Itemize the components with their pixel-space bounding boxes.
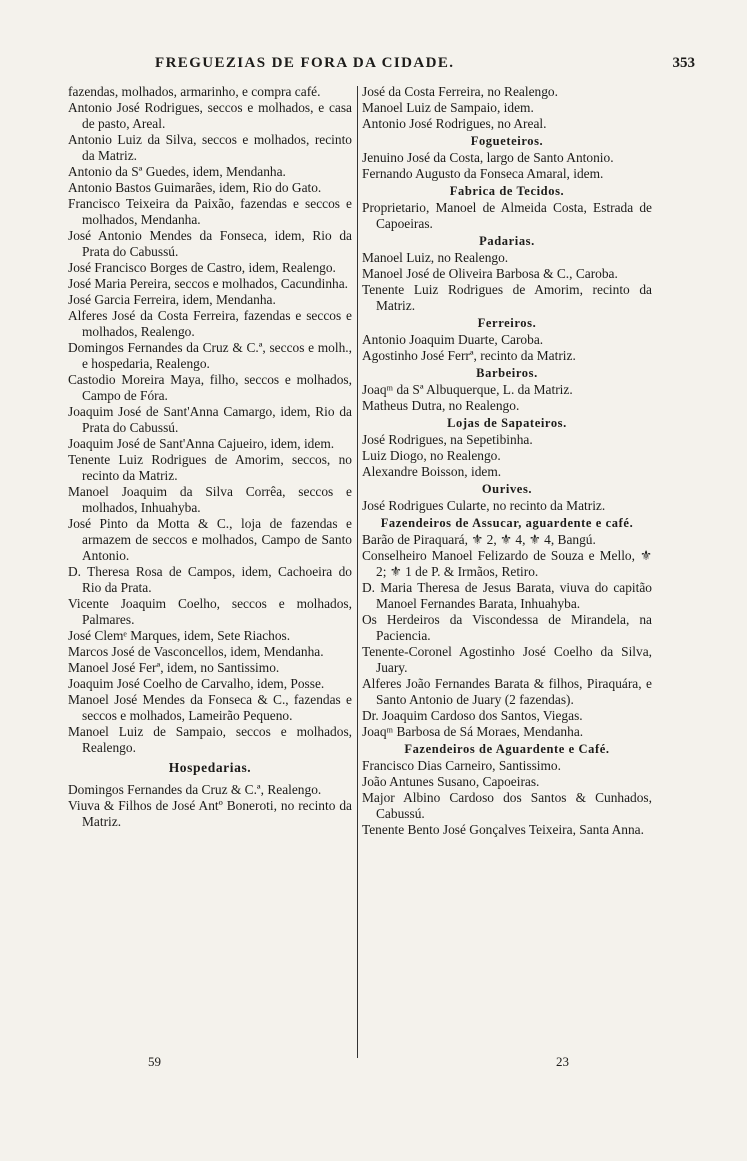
section-heading: Barbeiros. <box>476 366 538 380</box>
directory-entry: Joaqᵐ da Sª Albuquerque, L. da Matriz. <box>362 382 573 397</box>
directory-entry: Antonio Bastos Guimarães, idem, Rio do Gato. <box>68 180 322 195</box>
directory-entry: Manoel José de Oliveira Barbosa & C., Caroba. <box>362 266 618 281</box>
section-heading: Padarias. <box>479 234 535 248</box>
directory-entry: Fernando Augusto da Fonseca Amaral, idem. <box>362 166 604 181</box>
directory-entry: Joaqᵐ Barbosa de Sá Moraes, Mendanha. <box>362 724 584 739</box>
page-header-title: FREGUEZIAS DE FORA DA CIDADE. <box>155 55 455 71</box>
directory-entry: Joaquim José Coelho de Carvalho, idem, Posse. <box>68 676 325 691</box>
directory-entry: Tenente-Coronel Agostinho José Coelho da Silva, Juary. <box>362 644 652 675</box>
directory-entry: Marcos José de Vasconcellos, idem, Mendanha. <box>68 644 324 659</box>
directory-entry: José Pinto da Motta & C., loja de fazendas e armazem de seccos e molhados, Campo de Santo Antonio. <box>68 516 352 563</box>
directory-entry: José Francisco Borges de Castro, idem, Realengo. <box>68 260 336 275</box>
directory-entry: Manoel Luiz de Sampaio, seccos e molhados, Realengo. <box>68 724 352 755</box>
section-heading: Fabrica de Tecidos. <box>449 184 565 198</box>
directory-entry: Alexandre Boisson, idem. <box>362 464 502 479</box>
directory-entry: fazendas, molhados, armarinho, e compra café. <box>68 84 321 99</box>
directory-entry: Matheus Dutra, no Realengo. <box>362 398 520 413</box>
directory-entry: Antonio Luiz da Silva, seccos e molhados, recinto da Matriz. <box>68 132 352 163</box>
directory-entry: Alferes José da Costa Ferreira, fazendas e seccos e molhados, Realengo. <box>68 308 352 339</box>
section-heading: Fazendeiros de Assucar, aguardente e café. <box>380 516 634 530</box>
directory-entry: Os Herdeiros da Viscondessa de Mirandela, na Paciencia. <box>362 612 652 643</box>
directory-entry: Castodio Moreira Maya, filho, seccos e molhados, Campo de Fóra. <box>68 372 352 403</box>
section-heading: Lojas de Sapateiros. <box>447 416 567 430</box>
directory-entry: Antonio da Sª Guedes, idem, Mendanha. <box>68 164 286 179</box>
directory-entry: Manoel Luiz, no Realengo. <box>362 250 509 265</box>
section-heading: Hospedarias. <box>168 760 252 775</box>
directory-entry: Tenente Luiz Rodrigues de Amorim, recinto da Matriz. <box>362 282 652 313</box>
directory-entry: José Maria Pereira, seccos e molhados, Cacundinha. <box>68 276 349 291</box>
directory-entry: Antonio José Rodrigues, no Areal. <box>362 116 547 131</box>
directory-entry: José Rodrigues Cularte, no recinto da Matriz. <box>362 498 606 513</box>
directory-entry: Francisco Teixeira da Paixão, fazendas e seccos e molhados, Mendanha. <box>68 196 352 227</box>
directory-entry: Joaquim José de Sant'Anna Camargo, idem, Rio da Prata do Cabussú. <box>68 404 352 435</box>
directory-entry: Barão de Piraquará, ⚜ 2, ⚜ 4, ⚜ 4, Bangú. <box>362 532 596 547</box>
directory-entry: Alferes João Fernandes Barata & filhos, Piraquára, e Santo Antonio de Juary (2 fazendas). <box>362 676 652 707</box>
directory-entry: José Rodrigues, na Sepetibinha. <box>362 432 533 447</box>
directory-entry: Vicente Joaquim Coelho, seccos e molhados, Palmares. <box>68 596 352 627</box>
directory-entry: D. Maria Theresa de Jesus Barata, viuva do capitão Manoel Fernandes Barata, Inhuahyba. <box>362 580 652 611</box>
directory-entry: Manoel José Ferª, idem, no Santissimo. <box>68 660 280 675</box>
directory-entry: Luiz Diogo, no Realengo. <box>362 448 501 463</box>
directory-entry: Tenente Luiz Rodrigues de Amorim, seccos, no recinto da Matriz. <box>68 452 352 483</box>
directory-entry: Tenente Bento José Gonçalves Teixeira, Santa Anna. <box>362 822 644 837</box>
section-heading: Fogueteiros. <box>470 134 544 148</box>
directory-entry: D. Theresa Rosa de Campos, idem, Cachoeira do Rio da Prata. <box>68 564 352 595</box>
directory-entry: Joaquim José de Sant'Anna Cajueiro, idem, idem. <box>68 436 335 451</box>
section-heading: Fazendeiros de Aguardente e Café. <box>404 742 610 756</box>
column-divider <box>357 86 358 1058</box>
running-header <box>155 55 695 72</box>
directory-entry: Viuva & Filhos de José Antº Boneroti, no recinto da Matriz. <box>68 798 352 829</box>
directory-entry: José Clemᵉ Marques, idem, Sete Riachos. <box>68 628 291 643</box>
directory-entry: Proprietario, Manoel de Almeida Costa, Estrada de Capoeiras. <box>362 200 652 231</box>
right-column <box>362 84 652 838</box>
directory-entry: Conselheiro Manoel Felizardo de Souza e Mello, ⚜ 2; ⚜ 1 de P. & Irmãos, Retiro. <box>362 548 652 579</box>
directory-entry: Domingos Fernandes da Cruz & C.ª, Realengo. <box>68 782 322 797</box>
directory-entry: João Antunes Susano, Capoeiras. <box>362 774 540 789</box>
directory-entry: Jenuino José da Costa, largo de Santo Antonio. <box>362 150 614 165</box>
page-number: 353 <box>672 55 695 71</box>
directory-entry: Antonio Joaquim Duarte, Caroba. <box>362 332 544 347</box>
directory-entry: José Garcia Ferreira, idem, Mendanha. <box>68 292 276 307</box>
footer-signature-right: 23 <box>556 1054 569 1069</box>
directory-entry: Manoel Joaquim da Silva Corrêa, seccos e molhados, Inhuahyba. <box>68 484 352 515</box>
directory-entry: Francisco Dias Carneiro, Santissimo. <box>362 758 561 773</box>
directory-entry: Domingos Fernandes da Cruz & C.ª, seccos e molh., e hospedaria, Realengo. <box>68 340 352 371</box>
directory-entry: José da Costa Ferreira, no Realengo. <box>362 84 558 99</box>
left-column <box>68 84 352 830</box>
directory-entry: Dr. Joaquim Cardoso dos Santos, Viegas. <box>362 708 583 723</box>
directory-entry: José Antonio Mendes da Fonseca, idem, Rio da Prata do Cabussú. <box>68 228 352 259</box>
directory-entry: Major Albino Cardoso dos Santos & Cunhados, Cabussú. <box>362 790 652 821</box>
section-heading: Ferreiros. <box>477 316 537 330</box>
directory-entry: Antonio José Rodrigues, seccos e molhados, e casa de pasto, Areal. <box>68 100 352 131</box>
directory-entry: Manoel José Mendes da Fonseca & C., fazendas e seccos e molhados, Lameirão Pequeno. <box>68 692 352 723</box>
section-heading: Ourives. <box>481 482 533 496</box>
directory-entry: Manoel Luiz de Sampaio, idem. <box>362 100 534 115</box>
directory-entry: Agostinho José Ferrª, recinto da Matriz. <box>362 348 576 363</box>
footer-signature-left: 59 <box>148 1054 161 1069</box>
